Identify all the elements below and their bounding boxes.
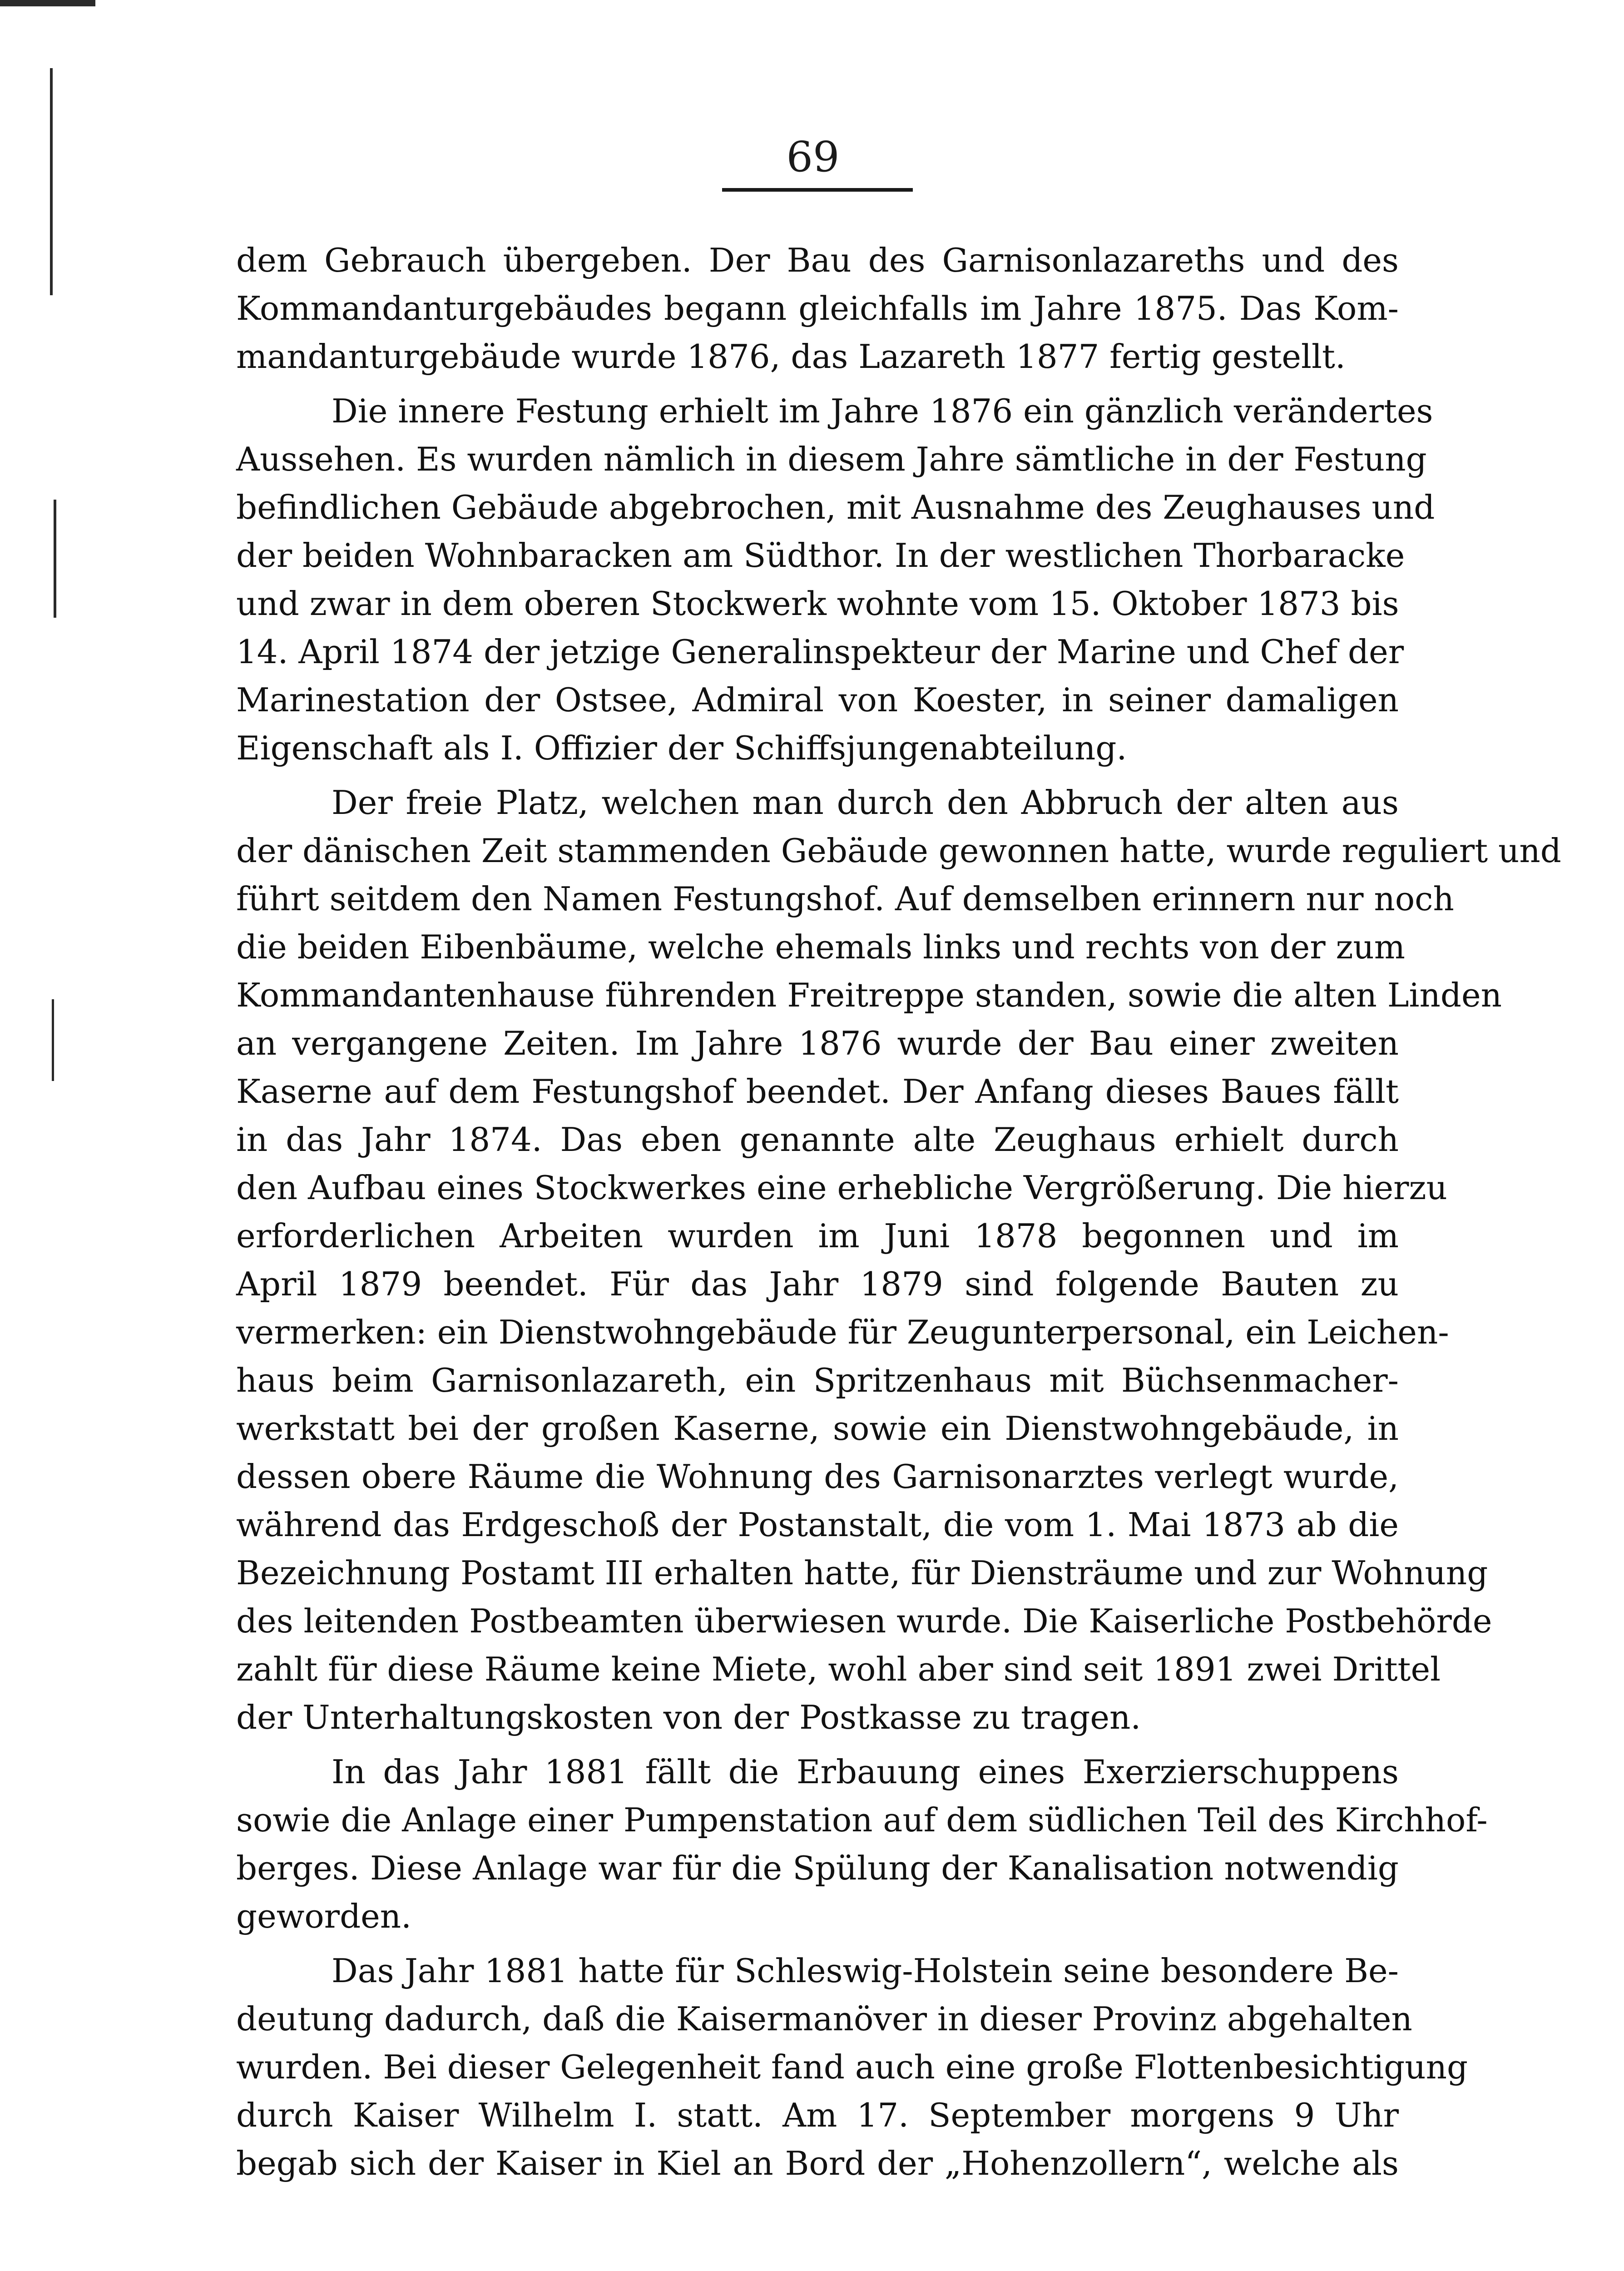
text-line: Eigenschaft als I. Offizier der Schiffsjungenabteilung. [236, 729, 1127, 767]
text-line: der dänischen Zeit stammenden Gebäude gewonnen hatte, wurde reguliert und [236, 832, 1561, 870]
text-line: Aussehen. Es wurden nämlich in diesem Jahre sämtliche in der Festung [236, 440, 1427, 478]
text-line: geworden. [236, 1897, 412, 1935]
text-line: In das Jahr 1881 fällt die Erbauung eines Exerzierschuppens [332, 1753, 1399, 1791]
page-number: 69 [786, 133, 840, 181]
text-line: an vergangene Zeiten. Im Jahre 1876 wurde der Bau einer zweiten [236, 1024, 1399, 1062]
scan-margin-line [50, 68, 53, 295]
text-line: haus beim Garnisonlazareth, ein Spritzenhaus mit Büchsenmacher- [236, 1361, 1399, 1399]
text-line: die beiden Eibenbäume, welche ehemals links und rechts von der zum [236, 928, 1406, 966]
text-line: mandanturgebäude wurde 1876, das Lazareth 1877 fertig gestellt. [236, 337, 1346, 376]
scan-margin-line [54, 500, 56, 618]
text-line: der Unterhaltungskosten von der Postkasse zu tragen. [236, 1698, 1141, 1736]
text-line: während das Erdgeschoß der Postanstalt, die vom 1. Mai 1873 ab die [236, 1506, 1399, 1544]
body-text [236, 236, 1561, 2187]
text-line: und zwar in dem oberen Stockwerk wohnte vom 15. Oktober 1873 bis [236, 585, 1399, 623]
text-line: Kommandanturgebäudes begann gleichfalls im Jahre 1875. Das Kom- [236, 289, 1399, 327]
text-line: dessen obere Räume die Wohnung des Garnisonarztes verlegt wurde, [236, 1458, 1399, 1496]
paragraph-gap [236, 1741, 1399, 1748]
text-line: berges. Diese Anlage war für die Spülung der Kanalisation notwendig [236, 1849, 1399, 1887]
scan-margin-line [52, 999, 54, 1081]
text-line: begab sich der Kaiser in Kiel an Bord der „Hohenzollern“, welche als [236, 2144, 1399, 2182]
text-line: April 1879 beendet. Für das Jahr 1879 sind folgende Bauten zu [236, 1265, 1399, 1303]
paragraph-gap [236, 772, 1399, 778]
text-line: deutung dadurch, daß die Kaisermanöver in dieser Provinz abgehalten [236, 2000, 1412, 2038]
text-line: erforderlichen Arbeiten wurden im Juni 1878 begonnen und im [236, 1217, 1399, 1255]
text-line: wurden. Bei dieser Gelegenheit fand auch eine große Flottenbesichtigung [236, 2048, 1468, 2086]
text-line: Der freie Platz, welchen man durch den Abbruch der alten aus [332, 783, 1399, 822]
paragraph-gap [236, 1940, 1399, 1947]
text-line: Kaserne auf dem Festungshof beendet. Der Anfang dieses Baues fällt [236, 1072, 1399, 1111]
text-line: zahlt für diese Räume keine Miete, wohl aber sind seit 1891 zwei Drittel [236, 1650, 1441, 1688]
text-line: 14. April 1874 der jetzige Generalinspekteur der Marine und Chef der [236, 633, 1404, 671]
text-line: Bezeichnung Postamt III erhalten hatte, für Diensträume und zur Wohnung [236, 1554, 1488, 1592]
paragraph-gap [236, 381, 1399, 387]
text-line: Das Jahr 1881 hatte für Schleswig-Holstein seine besondere Be- [332, 1952, 1399, 1990]
text-line: des leitenden Postbeamten überwiesen wurde. Die Kaiserliche Postbehörde [236, 1602, 1492, 1640]
text-line: in das Jahr 1874. Das eben genannte alte Zeughaus erhielt durch [236, 1121, 1399, 1159]
text-line: durch Kaiser Wilhelm I. statt. Am 17. September morgens 9 Uhr [236, 2096, 1399, 2134]
text-line: Die innere Festung erhielt im Jahre 1876 ein gänzlich verändertes [332, 392, 1433, 430]
text-line: Kommandantenhause führenden Freitreppe standen, sowie die alten Linden [236, 976, 1502, 1014]
scan-edge-mark [0, 0, 95, 6]
text-line: führt seitdem den Namen Festungshof. Auf demselben erinnern nur noch [236, 880, 1454, 918]
text-line: den Aufbau eines Stockwerkes eine erhebliche Vergrößerung. Die hierzu [236, 1169, 1447, 1207]
text-line: Marinestation der Ostsee, Admiral von Koester, in seiner damaligen [236, 681, 1399, 719]
text-line: dem Gebrauch übergeben. Der Bau des Garnisonlazareths und des [236, 241, 1399, 279]
page-number-rule [722, 188, 913, 192]
text-line: befindlichen Gebäude abgebrochen, mit Ausnahme des Zeughauses und [236, 488, 1435, 526]
text-line: vermerken: ein Dienstwohngebäude für Zeugunterpersonal, ein Leichen- [236, 1313, 1449, 1351]
text-line: werkstatt bei der großen Kaserne, sowie ein Dienstwohngebäude, in [236, 1409, 1399, 1448]
text-line: sowie die Anlage einer Pumpenstation auf dem südlichen Teil des Kirchhof- [236, 1801, 1488, 1839]
text-line: der beiden Wohnbaracken am Südthor. In der westlichen Thorbaracke [236, 536, 1405, 575]
